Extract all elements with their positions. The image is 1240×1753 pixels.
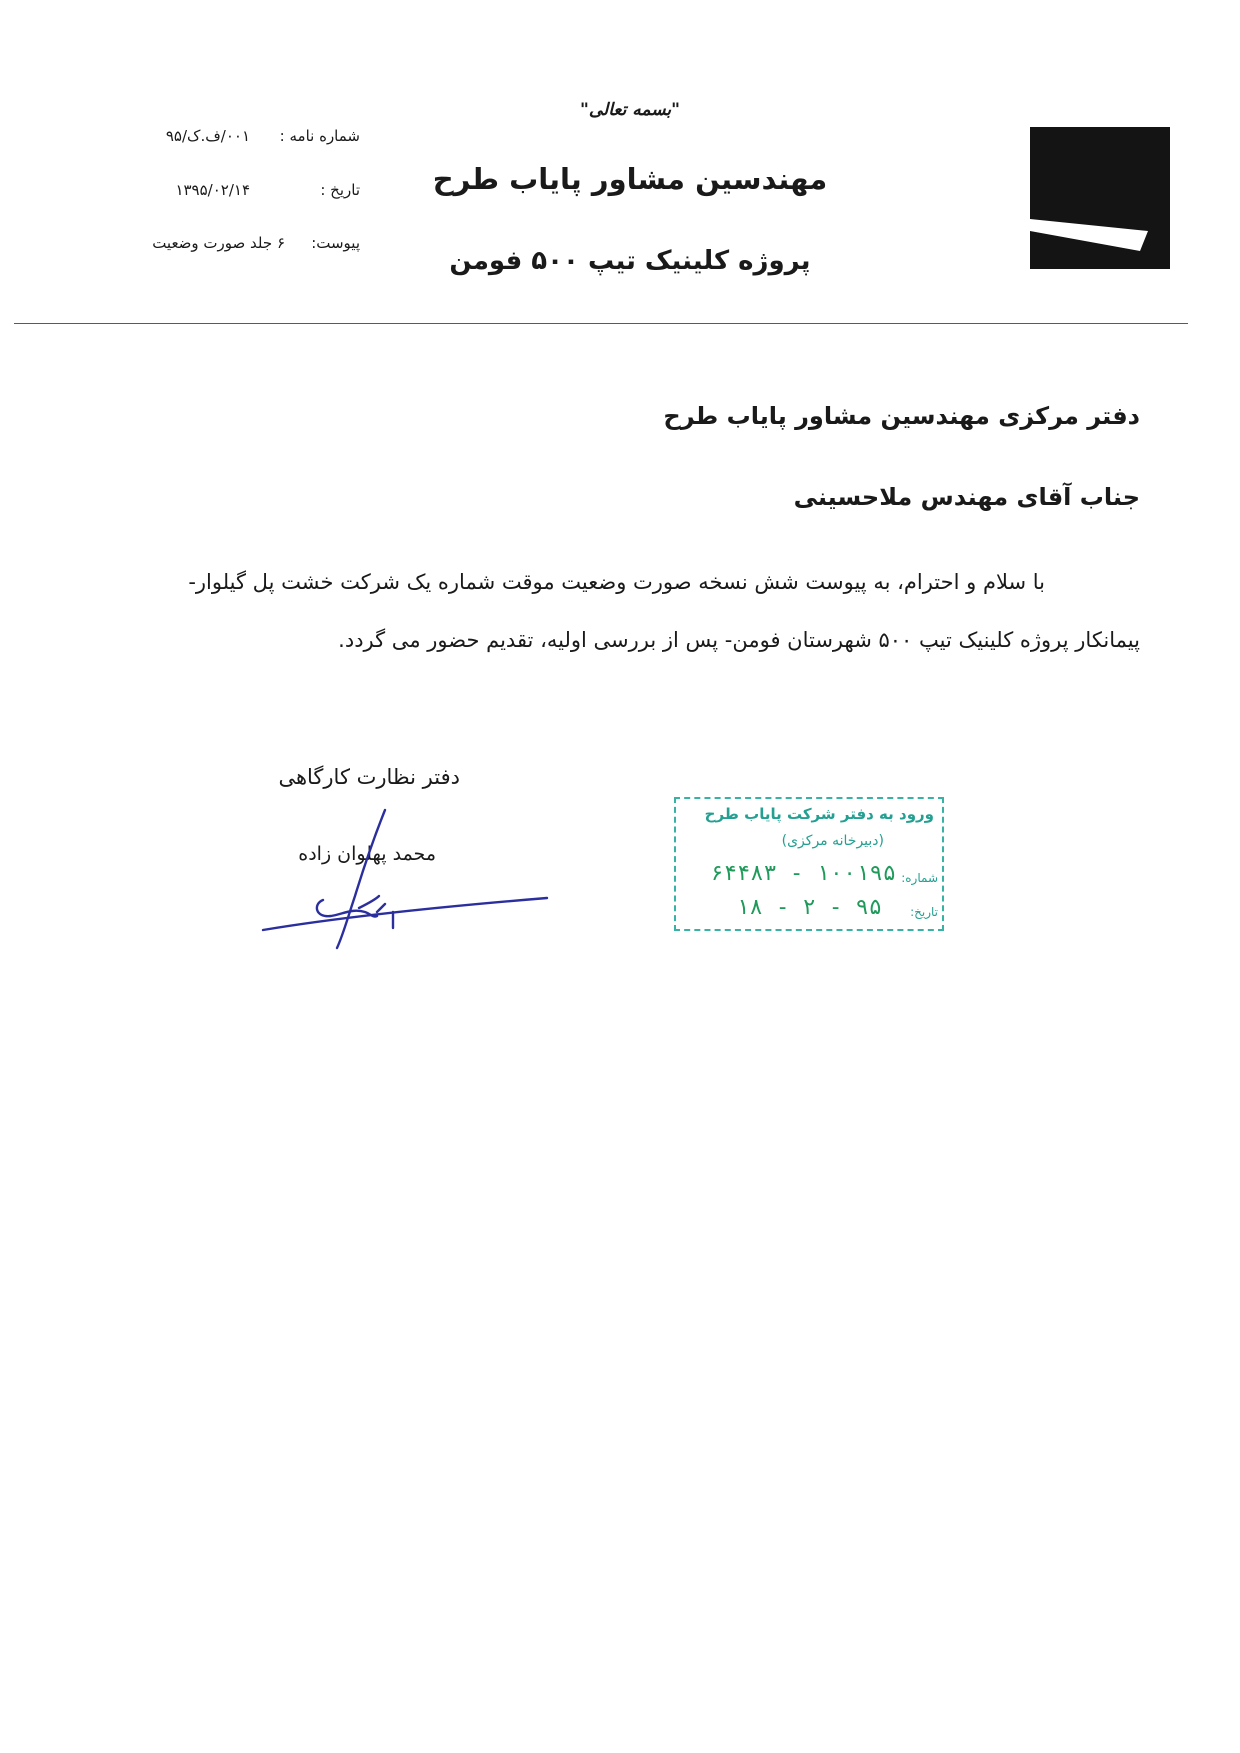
attachment-value: ۶ جلد صورت وضعیت xyxy=(152,234,285,252)
letter-number-label: شماره نامه : xyxy=(279,127,360,145)
date-label: تاریخ : xyxy=(320,181,360,199)
header-divider xyxy=(14,323,1188,324)
attachment-label: پیوست: xyxy=(311,234,360,252)
date-row xyxy=(110,181,360,211)
project-name: پروژه کلینیک تیپ ۵۰۰ فومن xyxy=(449,246,811,276)
attachment-row xyxy=(110,234,360,264)
basmala: "بسمه تعالی" xyxy=(580,100,680,120)
stamp-date: ۹۵ - ۲ - ۱۸ xyxy=(736,895,882,920)
stamp-subtitle: (دبیرخانه مرکزی) xyxy=(781,833,884,849)
letter-body-line-2: پیمانکار پروژه کلینیک تیپ ۵۰۰ شهرستان فومن- پس از بررسی اولیه، تقدیم حضور می گردد. xyxy=(338,628,1140,652)
handwritten-signature xyxy=(255,800,555,960)
letter-body-line-1: با سلام و احترام، به پیوست شش نسخه صورت وضعیت موقت شماره یک شرکت خشت پل گیلوار- xyxy=(188,570,1045,594)
signature-office: دفتر نظارت کارگاهی xyxy=(278,765,460,789)
recipient-person: جناب آقای مهندس ملاحسینی xyxy=(793,483,1140,511)
stamp-number: ۱۰۰۱۹۵ - ۶۴۴۸۳ xyxy=(710,861,896,886)
recipient-office: دفتر مرکزی مهندسین مشاور پایاب طرح xyxy=(663,402,1140,430)
stamp-number-label: شماره: xyxy=(901,871,938,885)
stamp-title: ورود به دفتر شرکت پایاب طرح xyxy=(704,805,934,823)
letter-number-row xyxy=(110,127,360,157)
date-value: ۱۳۹۵/۰۲/۱۴ xyxy=(175,181,250,199)
stamp-date-label: تاریخ: xyxy=(910,905,938,919)
company-logo-icon xyxy=(1030,127,1170,269)
company-name: مهندسین مشاور پایاب طرح xyxy=(432,162,828,196)
received-stamp xyxy=(674,797,944,931)
letter-number: ۰۰۱/ف.ک/۹۵ xyxy=(165,127,250,145)
letter-body xyxy=(90,553,1140,669)
signer-name: محمد پهلوان زاده xyxy=(298,843,436,865)
